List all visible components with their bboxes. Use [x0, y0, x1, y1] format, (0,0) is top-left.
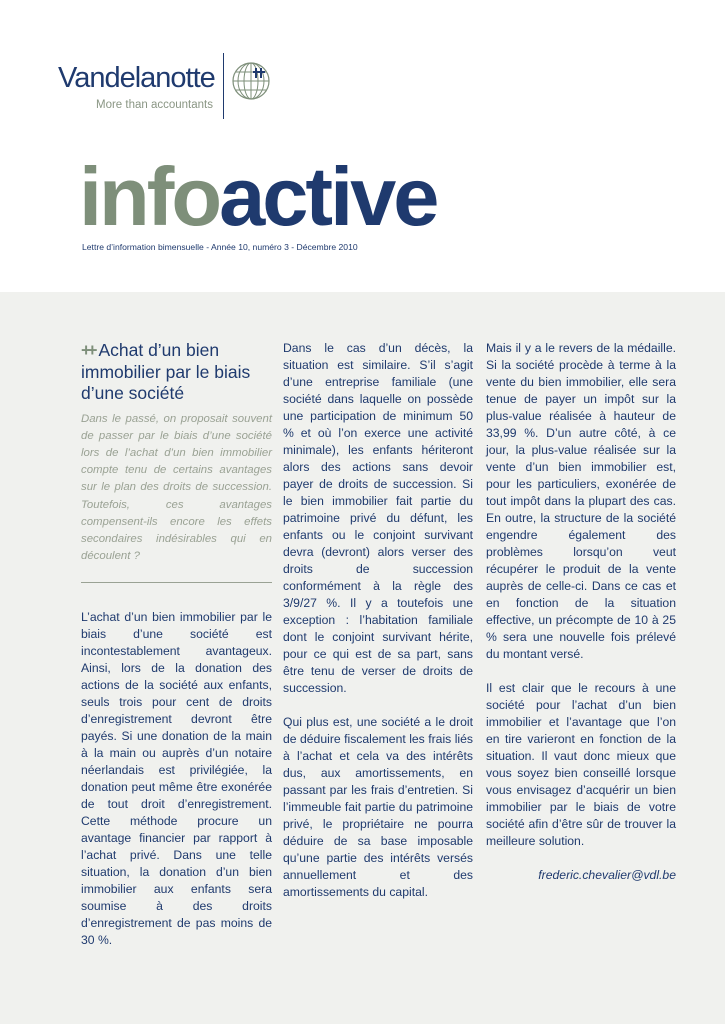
- author-email-link[interactable]: frederic.chevalier@vdl.be: [538, 868, 676, 882]
- article-title: Achat d’un bien immobilier par le biais d’une société: [81, 340, 251, 403]
- divider: [81, 582, 272, 583]
- plus-icon: ++: [81, 340, 94, 360]
- header: [0, 0, 725, 292]
- article-title-block: [81, 340, 272, 405]
- masthead-info: info: [79, 150, 220, 243]
- masthead-active: active: [219, 150, 437, 243]
- article-paragraph: L’achat d’un bien immobilier par le biais d’une société est incontestablement avantageux. Ainsi, lors de la donation des actions de la société aux enfants, seuls trois pour cent de droits d’enregistrement devront être payés. Si une donation de la main à la main ou auprès d’un notaire néerlandais est privilégiée, la donation peut même être exonérée de tout droit d’enregistrement. Cette méthode procure un avantage financier par rapport à l’achat privé. Dans une telle situation, la donation d’un bien immobilier aux enfants sera soumise à des droits d’enregistrement de pas moins de 30 %.: [81, 610, 272, 948]
- brand-tagline: More than accountants: [96, 99, 213, 111]
- logo-divider: [223, 53, 224, 119]
- globe-icon: [231, 61, 271, 101]
- column-3: [486, 340, 676, 884]
- column-2: [283, 340, 473, 918]
- brand-name: Vandelanotte: [58, 62, 215, 94]
- article-paragraph: Il est clair que le recours à une société pour l’achat d’un bien immobilier et l’avantage que l’on en tire varieront en fonction de la situation. Il vaut donc mieux que vous soyez bien conseillé lorsque vous envisagez d’acquérir un bien immobilier par le biais de votre société afin d’être sûr de trouver la meilleure solution.: [486, 681, 676, 848]
- article-paragraph: Mais il y a le revers de la médaille. Si la société procède à terme à la vente du bien immobilier, elle sera tenue de payer un impôt sur la plus-value réalisée à hauteur de 33,99 %. D’un autre côté, à ce jour, la plus-value réalisée sur la vente d’un bien immobilier est, pour les particuliers, exonérée de tout impôt dans la plupart des cas. En outre, la structure de la société engendre également des problèmes lorsqu’on veut récupérer le produit de la vente auprès de celle-ci. Dans ce cas et en fonction de la situation effective, un précompte de 10 à 25 % sera une nouvelle fois prélevé du montant versé.: [486, 341, 676, 661]
- column-1: [81, 340, 272, 966]
- masthead: [79, 150, 437, 243]
- article-paragraph: Qui plus est, une société a le droit de déduire fiscalement les frais liés à l’achat et cela va des intérêts dus, aux amortissements, en passant par les frais d’entretien. Si l’immeuble fait partie du patrimoine privé, le propriétaire ne pourra déduire de sa base imposable qu’une partie des intérêts versés annuellement et des amortissements du capital.: [283, 715, 473, 899]
- article-paragraph: Dans le cas d’un décès, la situation est similaire. S’il s’agit d’une entreprise familiale (une société dans laquelle on possède une participation de minimum 50 % et où l’on exerce une activité minimale), les enfants hériteront alors des actions sans devoir payer de droits de succession. Si le bien immobilier fait partie du patrimoine privé du défunt, les enfants ou le conjoint survivant devra (devront) alors verser des droits de succession conformément à la règle des 3/9/27 %. Il y a toutefois une exception : l’habitation familiale dont le conjoint survivant hérite, pour ce qui est de sa part, sans être tenu de verser de droits de succession.: [283, 341, 473, 695]
- article-intro: Dans le passé, on proposait souvent de passer par le biais d’une société lors de l’achat d’un bien immobilier compte tenu de certains avantages sur le plan des droits de succession. Toutefois, ces avantages compensent-ils encore les effets secondaires indésirables qui en découlent ?: [81, 412, 272, 563]
- issue-subtitle: Lettre d’information bimensuelle - Année 10, numéro 3 - Décembre 2010: [82, 242, 358, 252]
